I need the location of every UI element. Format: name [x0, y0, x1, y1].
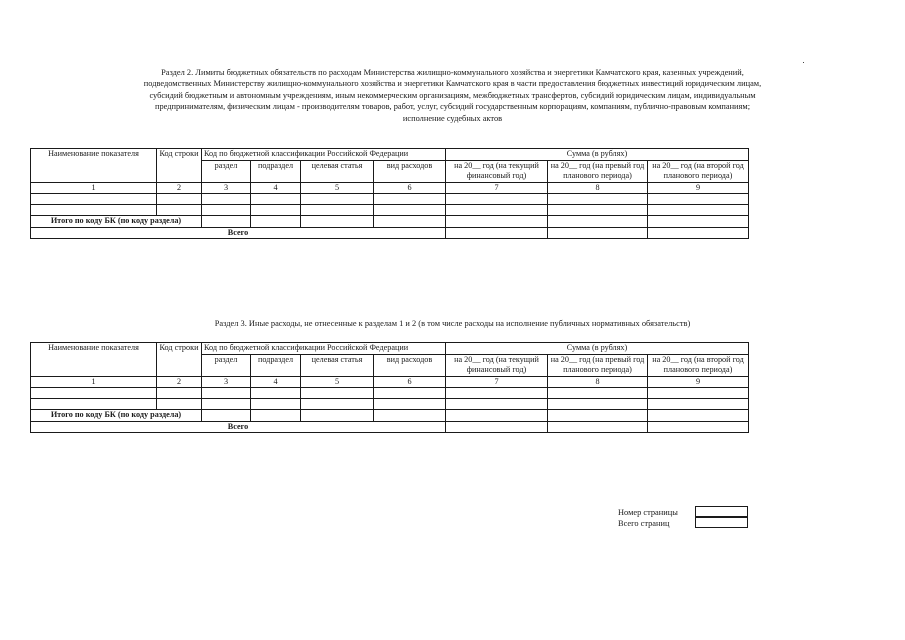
heading-line: исполнение судебных актов: [402, 113, 503, 123]
table-cell[interactable]: [446, 421, 548, 433]
table-cell[interactable]: [648, 194, 749, 205]
table-cell[interactable]: [648, 205, 749, 216]
table-row[interactable]: [31, 205, 749, 216]
column-number: 3: [202, 182, 251, 194]
table-cell[interactable]: [446, 205, 548, 216]
table-cell[interactable]: [157, 388, 202, 399]
table-cell[interactable]: [202, 388, 251, 399]
table-cell[interactable]: [548, 194, 648, 205]
column-numbers-row: [31, 376, 749, 388]
table-cell[interactable]: [374, 410, 446, 422]
total-by-code-label: Итого по коду БК (по коду раздела): [31, 410, 202, 422]
heading-line: субсидий бюджетным и автономным учреждениям, иным некоммерческим организациям, межбюджетных трансфертов, субсидий юридическим лицам, индивидуальным: [149, 90, 756, 100]
table-cell[interactable]: [648, 410, 749, 422]
table-cell[interactable]: [301, 410, 374, 422]
header-podrazdel: подраздел: [251, 160, 301, 182]
column-number: 1: [31, 376, 157, 388]
header-razdel: раздел: [202, 160, 251, 182]
section-2-table: [30, 148, 749, 239]
header-sum-first-plan-year: на 20__ год (на превый год планового периода): [548, 160, 648, 182]
table-cell[interactable]: [548, 399, 648, 410]
grand-total-row: [31, 227, 749, 239]
table-cell[interactable]: [374, 216, 446, 228]
table-cell[interactable]: [548, 388, 648, 399]
column-number: 8: [548, 376, 648, 388]
header-indicator-name: Наименование показателя: [31, 343, 157, 377]
table-cell[interactable]: [374, 399, 446, 410]
table-cell[interactable]: [548, 227, 648, 239]
section-2-heading: [30, 67, 875, 124]
table-cell[interactable]: [251, 216, 301, 228]
heading-line: предпринимателям, физическим лицам - производителям товаров, работ, услуг, субсидий государственным корпорациям, компаниям, публично-правовым компаниям;: [154, 102, 751, 112]
table-cell[interactable]: [251, 399, 301, 410]
grand-total-label: Всего: [31, 421, 446, 433]
table-cell[interactable]: [251, 205, 301, 216]
header-bk-code: Код по бюджетной классификации Российской Федерации: [202, 343, 446, 355]
table-cell[interactable]: [202, 216, 251, 228]
header-sum-current-year: на 20__ год (на текущий финансовый год): [446, 354, 548, 376]
heading-line: Раздел 2. Лимиты бюджетных обязательств по расходам Министерства жилищно-коммунального хозяйства и энергетики Камчатского края, казенных учреждений,: [161, 68, 744, 77]
grand-total-label: Всего: [31, 227, 446, 239]
table-cell[interactable]: [251, 194, 301, 205]
header-expense-type: вид расходов: [374, 160, 446, 182]
table-cell[interactable]: [301, 388, 374, 399]
table-cell[interactable]: [446, 227, 548, 239]
header-bk-code: Код по бюджетной классификации Российской Федерации: [202, 149, 446, 161]
column-number: 4: [251, 376, 301, 388]
table-cell[interactable]: [31, 205, 157, 216]
column-number: 5: [301, 376, 374, 388]
header-sum: Сумма (в рублях): [446, 149, 749, 161]
table-cell[interactable]: [301, 216, 374, 228]
column-number: 7: [446, 182, 548, 194]
page-number-field[interactable]: [695, 506, 748, 517]
table-cell[interactable]: [374, 388, 446, 399]
header-sum-first-plan-year: на 20__ год (на превый год планового периода): [548, 354, 648, 376]
total-by-code-row: [31, 216, 749, 228]
header-target-article: целевая статья: [301, 354, 374, 376]
header-podrazdel: подраздел: [251, 354, 301, 376]
grand-total-row: [31, 421, 749, 433]
column-number: 2: [157, 182, 202, 194]
page-number-label: Номер страницы: [618, 508, 678, 517]
table-cell[interactable]: [301, 399, 374, 410]
pages-total-field[interactable]: [695, 517, 748, 528]
table-cell[interactable]: [251, 388, 301, 399]
table-cell[interactable]: [446, 410, 548, 422]
table-cell[interactable]: [301, 194, 374, 205]
scan-speck: [803, 62, 804, 63]
table-cell[interactable]: [648, 216, 749, 228]
table-cell[interactable]: [548, 421, 648, 433]
header-sum-current-year: на 20__ год (на текущий финансовый год): [446, 160, 548, 182]
table-cell[interactable]: [648, 421, 749, 433]
table-cell[interactable]: [648, 388, 749, 399]
pages-total-label: Всего страниц: [618, 519, 670, 528]
column-number: 6: [374, 376, 446, 388]
table-cell[interactable]: [446, 216, 548, 228]
column-numbers-row: [31, 182, 749, 194]
table-cell[interactable]: [548, 205, 648, 216]
column-number: 8: [548, 182, 648, 194]
header-sum: Сумма (в рублях): [446, 343, 749, 355]
table-row[interactable]: [31, 194, 749, 205]
table-cell[interactable]: [446, 399, 548, 410]
heading-line: подведомственных Министерству жилищно-коммунального хозяйства и энергетики Камчатского края в части предоставления бюджетных инвестиций юридическим лицам,: [143, 79, 762, 89]
header-sum-second-plan-year: на 20__ год (на второй год планового периода): [648, 354, 749, 376]
column-number: 7: [446, 376, 548, 388]
header-line-code: Код строки: [157, 149, 202, 183]
table-cell[interactable]: [374, 205, 446, 216]
table-cell[interactable]: [446, 388, 548, 399]
column-number: 5: [301, 182, 374, 194]
table-cell[interactable]: [548, 410, 648, 422]
table-cell[interactable]: [31, 388, 157, 399]
table-cell[interactable]: [202, 205, 251, 216]
table-cell[interactable]: [157, 205, 202, 216]
table-row[interactable]: [31, 399, 749, 410]
section-3-table: [30, 342, 749, 433]
total-by-code-label: Итого по коду БК (по коду раздела): [31, 216, 202, 228]
total-by-code-row: [31, 410, 749, 422]
column-number: 3: [202, 376, 251, 388]
table-row[interactable]: [31, 388, 749, 399]
table-cell[interactable]: [31, 399, 157, 410]
table-cell[interactable]: [446, 194, 548, 205]
table-cell[interactable]: [202, 410, 251, 422]
table-cell[interactable]: [374, 194, 446, 205]
header-razdel: раздел: [202, 354, 251, 376]
column-number: 6: [374, 182, 446, 194]
section-3-heading: Раздел 3. Иные расходы, не отнесенные к разделам 1 и 2 (в том числе расходы на исполнение публичных нормативных обязательств): [214, 319, 691, 328]
table-cell[interactable]: [157, 399, 202, 410]
table-cell[interactable]: [251, 410, 301, 422]
header-indicator-name: Наименование показателя: [31, 149, 157, 183]
column-number: 1: [31, 182, 157, 194]
header-expense-type: вид расходов: [374, 354, 446, 376]
column-number: 4: [251, 182, 301, 194]
column-number: 9: [648, 376, 749, 388]
header-sum-second-plan-year: на 20__ год (на второй год планового периода): [648, 160, 749, 182]
table-cell[interactable]: [202, 399, 251, 410]
table-cell[interactable]: [648, 399, 749, 410]
header-line-code: Код строки: [157, 343, 202, 377]
table-cell[interactable]: [202, 194, 251, 205]
table-cell[interactable]: [31, 194, 157, 205]
header-target-article: целевая статья: [301, 160, 374, 182]
column-number: 9: [648, 182, 749, 194]
table-cell[interactable]: [548, 216, 648, 228]
table-cell[interactable]: [301, 205, 374, 216]
table-cell[interactable]: [648, 227, 749, 239]
table-cell[interactable]: [157, 194, 202, 205]
column-number: 2: [157, 376, 202, 388]
